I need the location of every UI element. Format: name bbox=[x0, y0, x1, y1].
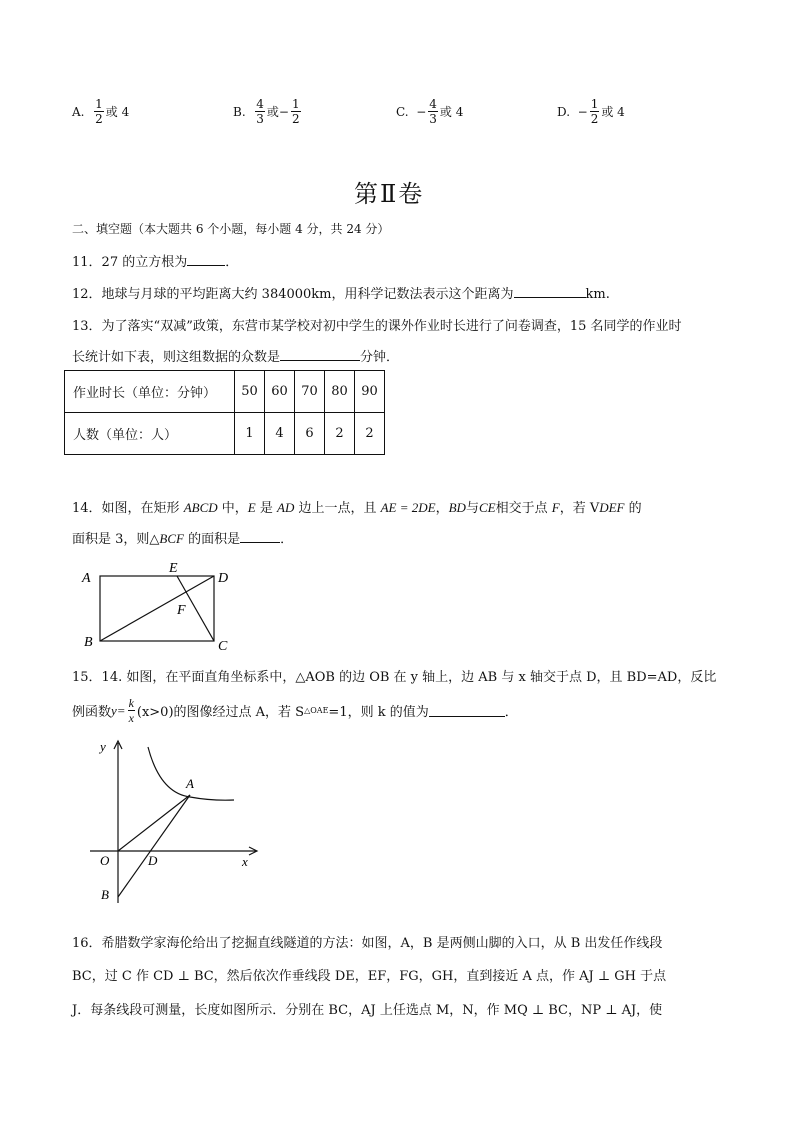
option-b bbox=[233, 97, 303, 126]
option-a-fraction: $\frac{1}{2}$ bbox=[95, 97, 103, 126]
option-b-mid: 或− bbox=[266, 105, 289, 119]
coordinate-figure bbox=[86, 735, 266, 907]
rectangle-figure bbox=[76, 556, 246, 656]
label-d: D bbox=[218, 571, 229, 586]
table-cell: 60 bbox=[265, 371, 295, 413]
question-14-line-1: 14．如图，在矩形 ABCD 中，E 是 AD 边上一点，且 AE = 2DE，BD与CE相交于点 F，若 VDEF 的 bbox=[72, 500, 642, 516]
option-d-sign: − bbox=[577, 104, 588, 119]
label-d: D bbox=[148, 853, 158, 868]
option-c bbox=[396, 97, 463, 126]
option-c-rest: 或 4 bbox=[439, 105, 464, 119]
table-row bbox=[65, 371, 385, 413]
table-row bbox=[65, 413, 385, 455]
option-b-letter: B. bbox=[233, 104, 246, 119]
question-13-line-2: 长统计如下表，则这组数据的众数是 分钟． bbox=[72, 350, 400, 365]
option-d bbox=[557, 97, 625, 126]
question-11: 11．27 的立方根为 ． bbox=[72, 255, 239, 270]
answer-blank bbox=[514, 285, 586, 298]
answer-blank bbox=[280, 348, 360, 361]
diagonal-bd bbox=[100, 576, 214, 641]
hyperbola-curve bbox=[148, 747, 234, 800]
option-a-letter: A. bbox=[72, 104, 85, 119]
question-12: 12．地球与月球的平均距离大约 384000km，用科学记数法表示这个距离为 km. bbox=[72, 287, 610, 302]
label-c: C bbox=[218, 639, 228, 654]
answer-blank bbox=[187, 253, 225, 266]
option-c-sign: − bbox=[416, 104, 427, 119]
function-fraction: $\frac{k}{x}$ bbox=[128, 696, 134, 725]
label-o: O bbox=[100, 853, 110, 868]
table-cell: 70 bbox=[295, 371, 325, 413]
option-d-rest: 或 4 bbox=[601, 105, 625, 119]
table-cell: 4 bbox=[265, 413, 295, 455]
table-cell: 90 bbox=[355, 371, 385, 413]
option-c-fraction: $\frac{4}{3}$ bbox=[429, 97, 437, 126]
question-16-line-2: BC，过 C 作 CD ⊥ BC，然后依次作垂线段 DE，EF，FG，GH，直到接近 A 点，作 AJ ⊥ GH 于点 bbox=[72, 969, 667, 984]
answer-blank bbox=[240, 530, 280, 543]
question-13-line-1: 13．为了落实“双减”政策，东营市某学校对初中学生的课外作业时长进行了问卷调查，15 名同学的作业时 bbox=[72, 319, 682, 334]
question-16-line-3: J．每条线段可测量，长度如图所示．分别在 BC，AJ 上任选点 M，N，作 MQ ⊥ BC，NP ⊥ AJ，使 bbox=[72, 1003, 663, 1018]
label-x: x bbox=[242, 854, 248, 869]
segment-ab bbox=[118, 795, 190, 897]
answer-blank bbox=[429, 704, 505, 717]
table-cell: 50 bbox=[235, 371, 265, 413]
table-cell: 6 bbox=[295, 413, 325, 455]
label-y: y bbox=[100, 739, 106, 754]
section-instruction: 二、填空题（本大题共 6 个小题，每小题 4 分，共 24 分） bbox=[72, 222, 390, 236]
label-e: E bbox=[169, 561, 178, 576]
table-cell: 80 bbox=[325, 371, 355, 413]
table-header-label: 作业时长（单位：分钟） bbox=[65, 371, 235, 413]
option-b-fraction-2: $\frac{1}{2}$ bbox=[291, 97, 300, 126]
option-d-letter: D. bbox=[557, 104, 571, 119]
table-cell: 2 bbox=[355, 413, 385, 455]
label-b: B bbox=[101, 887, 109, 902]
table-row-label: 人数（单位：人） bbox=[65, 413, 235, 455]
label-a: A bbox=[82, 571, 91, 586]
label-a: A bbox=[186, 776, 194, 791]
question-15-line-1: 15．14. 如图，在平面直角坐标系中，△AOB 的边 OB 在 y 轴上，边 AB 与 x 轴交于点 D，且 BD=AD，反比 bbox=[72, 670, 717, 685]
label-f: F bbox=[177, 603, 186, 618]
option-d-fraction: $\frac{1}{2}$ bbox=[590, 97, 599, 126]
section-title: 第Ⅱ卷 bbox=[354, 180, 425, 208]
option-a-rest: 或 4 bbox=[105, 105, 130, 119]
table-cell: 1 bbox=[235, 413, 265, 455]
table-cell: 2 bbox=[325, 413, 355, 455]
option-a bbox=[72, 97, 129, 126]
option-b-fraction: $\frac{4}{3}$ bbox=[256, 97, 264, 126]
label-b: B bbox=[84, 635, 93, 650]
question-16-line-1: 16．希腊数学家海伦给出了挖掘直线隧道的方法：如图，A，B 是两侧山脚的入口，从 B 出发任作线段 bbox=[72, 936, 663, 951]
homework-table bbox=[64, 370, 385, 455]
question-14-line-2: 面积是 3，则△BCF 的面积是 ． bbox=[72, 531, 294, 547]
question-15-line-2: 例函数 y= $\frac{k}{x}$ (x>0)的图像经过点 A，若 S △OAE =1，则 k 的值为 ． bbox=[72, 696, 518, 725]
segment-oa bbox=[118, 795, 190, 851]
option-c-letter: C. bbox=[396, 104, 409, 119]
